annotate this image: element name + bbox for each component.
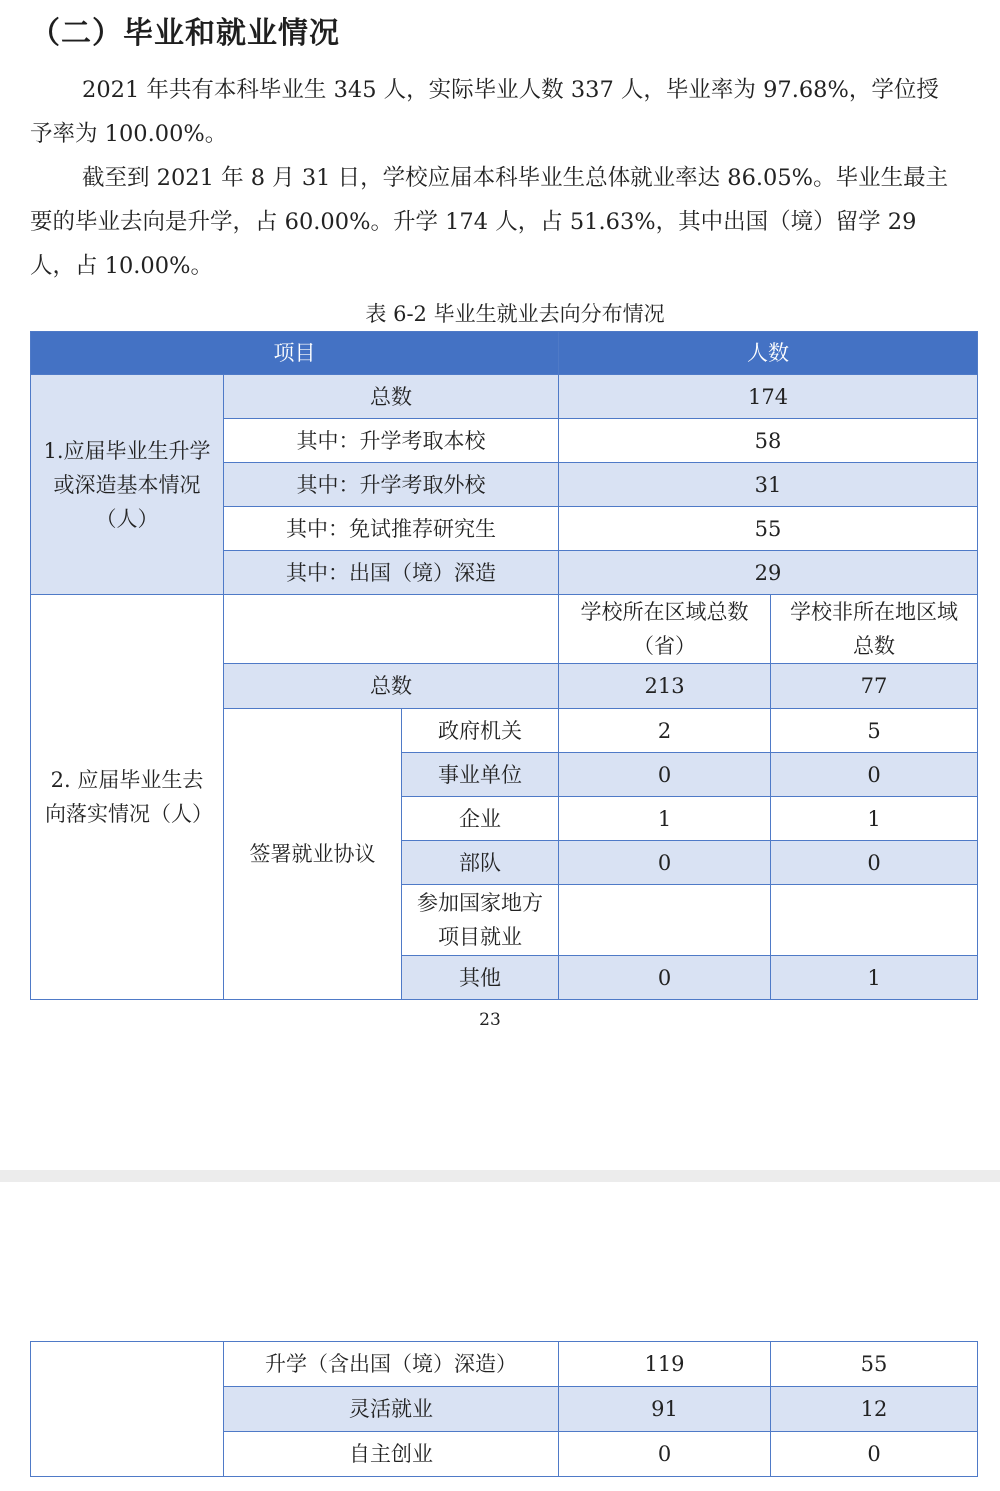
section1-row-value: 29 [559, 551, 978, 595]
section2-label: 2. 应届毕业生去向落实情况（人） [31, 595, 224, 1000]
section1-row-label: 其中：免试推荐研究生 [224, 507, 559, 551]
continued-row-in: 119 [559, 1342, 771, 1387]
agreement-row-label: 事业单位 [402, 753, 559, 797]
agreement-row-in [559, 885, 771, 956]
agreement-row-in: 0 [559, 956, 771, 1000]
section1-row-value: 174 [559, 375, 978, 419]
graduate-destination-table-continued [30, 1341, 978, 1477]
section1-row-value: 31 [559, 463, 978, 507]
section1-row-value: 58 [559, 419, 978, 463]
table-row [31, 375, 978, 419]
agreement-row-out: 1 [771, 956, 978, 1000]
section1-label: 1.应届毕业生升学或深造基本情况（人） [31, 375, 224, 595]
continued-row-label: 升学（含出国（境）深造） [224, 1342, 559, 1387]
section2-total-out: 77 [771, 664, 978, 709]
agreement-row-label: 政府机关 [402, 709, 559, 753]
continued-row-out: 12 [771, 1387, 978, 1432]
header-count: 人数 [559, 332, 978, 375]
col-out-region: 学校非所在地区域总数 [771, 595, 978, 664]
agreement-row-label: 部队 [402, 841, 559, 885]
agreement-row-label: 企业 [402, 797, 559, 841]
continued-row-out: 55 [771, 1342, 978, 1387]
agreement-row-out: 0 [771, 753, 978, 797]
section1-row-value: 55 [559, 507, 978, 551]
page-separator [0, 1170, 1000, 1182]
section2-total-label: 总数 [224, 664, 559, 709]
table-caption: 表 6-2 毕业生就业去向分布情况 [365, 302, 665, 326]
agreement-row-label: 其他 [402, 956, 559, 1000]
section1-row-label: 其中：升学考取外校 [224, 463, 559, 507]
graduation-paragraph: 2021 年共有本科毕业生 345 人，实际毕业人数 337 人，毕业率为 97.68%，学位授予率为 100.00%。 [30, 77, 939, 147]
continued-row-in: 91 [559, 1387, 771, 1432]
page-number: 23 [479, 1010, 501, 1030]
continued-row-label: 自主创业 [224, 1432, 559, 1477]
continued-row-in: 0 [559, 1432, 771, 1477]
continued-left-blank [31, 1342, 224, 1477]
agreement-row-out: 1 [771, 797, 978, 841]
agreement-row-out [771, 885, 978, 956]
col-in-region: 学校所在区域总数（省） [559, 595, 771, 664]
agreement-row-in: 0 [559, 841, 771, 885]
agreement-label: 签署就业协议 [224, 709, 402, 1000]
graduate-destination-table [30, 331, 978, 1000]
header-item: 项目 [31, 332, 559, 375]
agreement-row-label: 参加国家地方项目就业 [402, 885, 559, 956]
agreement-row-in: 0 [559, 753, 771, 797]
continued-row-label: 灵活就业 [224, 1387, 559, 1432]
section2-total-in: 213 [559, 664, 771, 709]
section1-row-label: 其中：出国（境）深造 [224, 551, 559, 595]
section1-row-label: 总数 [224, 375, 559, 419]
agreement-row-in: 1 [559, 797, 771, 841]
section-heading: （二）毕业和就业情况 [30, 16, 340, 51]
employment-paragraph: 截至到 2021 年 8 月 31 日，学校应届本科毕业生总体就业率达 86.05%。毕业生最主要的毕业去向是升学，占 60.00%。升学 174 人，占 51.63%，其中出国（境）留学 29 人，占 10.00%。 [30, 165, 949, 279]
continued-row-out: 0 [771, 1432, 978, 1477]
section2-blank-cell [224, 595, 559, 664]
agreement-row-out: 0 [771, 841, 978, 885]
table-header-row [31, 332, 978, 375]
table-row [31, 595, 978, 664]
table-row [31, 1342, 978, 1387]
agreement-row-in: 2 [559, 709, 771, 753]
section1-row-label: 其中：升学考取本校 [224, 419, 559, 463]
agreement-row-out: 5 [771, 709, 978, 753]
